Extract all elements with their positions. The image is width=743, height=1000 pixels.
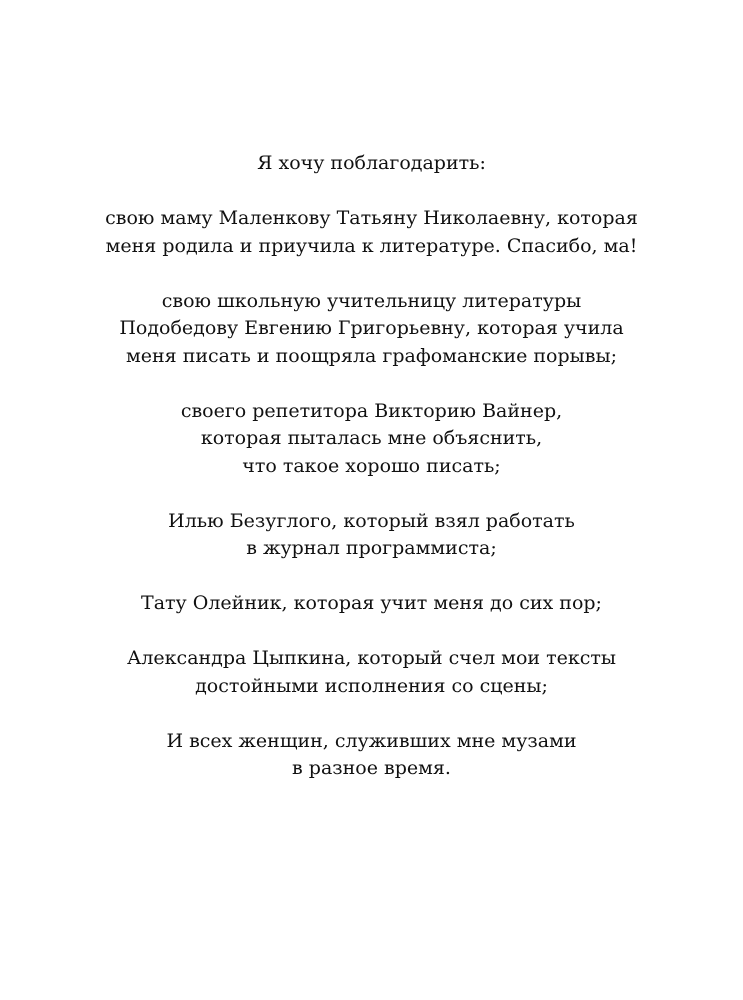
paragraph-mother: [0, 205, 743, 260]
heading-line: Я хочу поблагодарить:: [257, 152, 486, 174]
paragraph-line: что такое хорошо писать;: [242, 454, 501, 477]
paragraph-teacher: [0, 288, 743, 371]
paragraph-line: в разное время.: [292, 757, 451, 779]
paragraph-line: Илью Безуглого, который взял работать: [168, 509, 575, 532]
paragraph-stage: [0, 645, 743, 700]
acknowledgements-text: [0, 150, 743, 810]
paragraph-line: меня писать и поощряла графоманские порывы;: [126, 344, 617, 367]
paragraph-line: свою маму Маленкову Татьяну Николаевну, которая: [105, 207, 638, 229]
paragraph-line: в журнал программиста;: [246, 537, 497, 559]
paragraph-line: своего репетитора Викторию Вайнер,: [180, 399, 563, 422]
paragraph-line: свою школьную учительницу литературы: [161, 289, 582, 312]
heading: [0, 150, 743, 178]
paragraph-mentor: [0, 590, 743, 618]
paragraph-editor: [0, 508, 743, 563]
paragraph-line: Подобедову Евгению Григорьевну, которая учила: [119, 317, 624, 339]
paragraph-muses: [0, 728, 743, 783]
paragraph-line: И всех женщин, служивших мне музами: [166, 729, 577, 752]
paragraph-line: которая пыталась мне объяснить,: [200, 427, 543, 449]
paragraph-line: меня родила и приучила к литературе. Спасибо, ма!: [105, 234, 638, 257]
paragraph-tutor: [0, 398, 743, 481]
paragraph-line: Тату Олейник, которая учит меня до сих пор;: [141, 592, 602, 614]
paragraph-line: достойными исполнения со сцены;: [195, 674, 548, 697]
paragraph-line: Александра Цыпкина, который счел мои тексты: [126, 647, 617, 669]
